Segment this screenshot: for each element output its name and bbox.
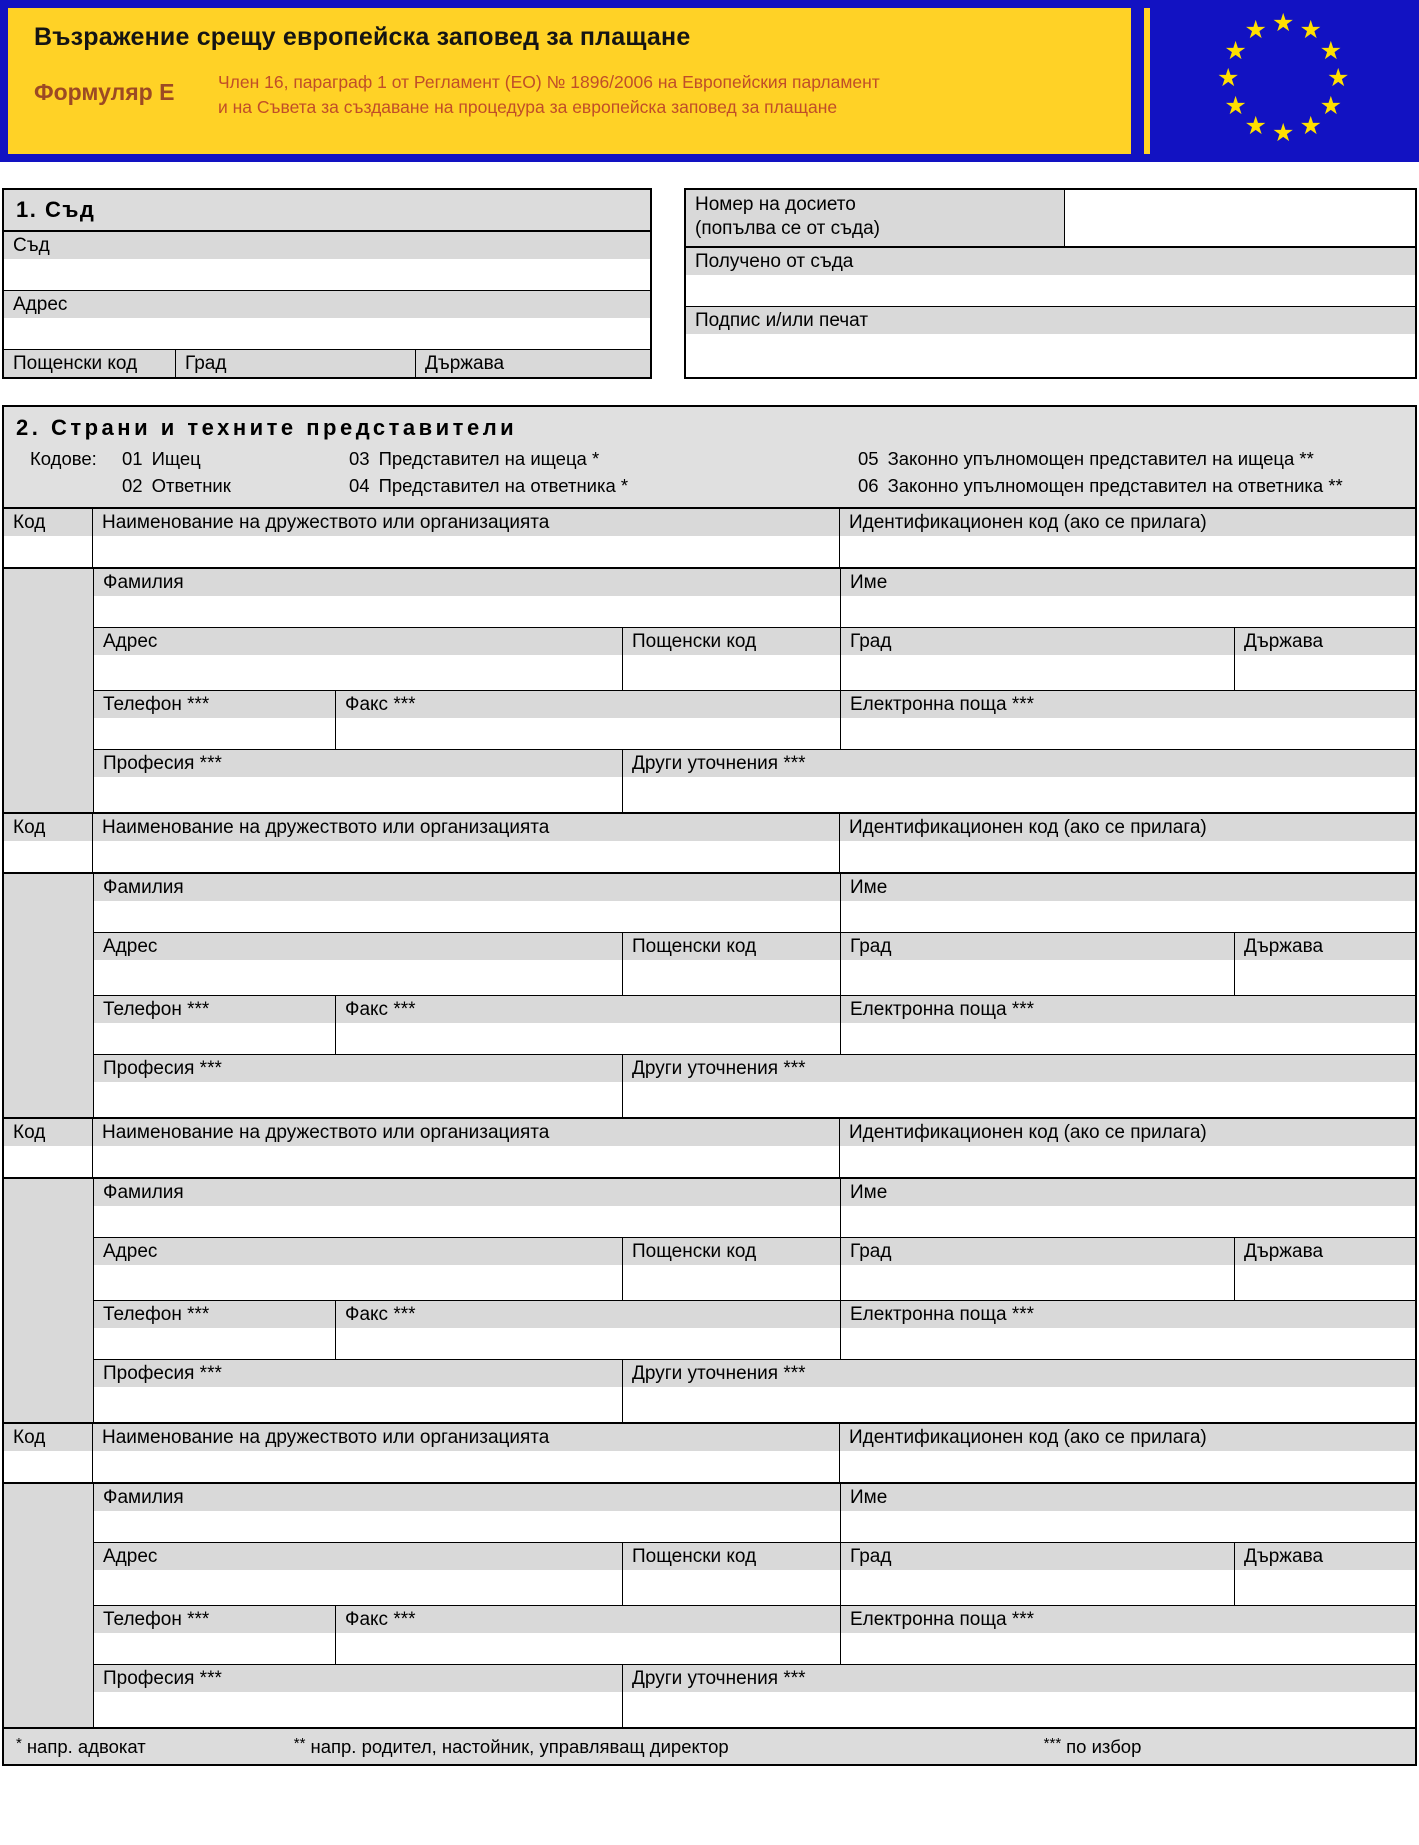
party-city-field[interactable]: [841, 960, 1234, 995]
party-profession-label: Професия ***: [94, 750, 622, 777]
code-06: 06 Законно упълномощен представител на ответника **: [858, 475, 1343, 496]
code-03: 03 Представител на ищеца *: [349, 448, 600, 469]
party-firstname-label: Име: [841, 569, 1415, 596]
party-email-field[interactable]: [841, 1328, 1415, 1359]
party-profession-field[interactable]: [94, 1387, 622, 1422]
eu-flag-star-icon: ★: [1217, 64, 1240, 92]
party-id-code-label: Идентификационен код (ако се прилага): [840, 814, 1415, 841]
party-fax-field[interactable]: [336, 1633, 840, 1664]
party-code-spacer: [4, 1484, 94, 1727]
party-profession-field[interactable]: [94, 777, 622, 812]
footnote-2: ** напр. родител, настойник, управляващ директор: [293, 1735, 729, 1757]
party-email-label: Електронна поща ***: [841, 1606, 1415, 1633]
party-address-label: Адрес: [94, 1238, 622, 1265]
court-box: [2, 188, 652, 379]
footnote-3: *** по избор: [1043, 1735, 1142, 1757]
party-profession-field[interactable]: [94, 1082, 622, 1117]
party-profession-field[interactable]: [94, 1692, 622, 1727]
party-surname-field[interactable]: [94, 596, 840, 627]
party-other-details-field[interactable]: [623, 1692, 1415, 1727]
form-title: Възражение срещу европейска заповед за плащане: [34, 23, 691, 51]
signature-stamp-field[interactable]: [686, 334, 1415, 377]
party-company-field[interactable]: [93, 536, 839, 567]
party-profession-label: Професия ***: [94, 1665, 622, 1692]
party-block: [4, 814, 1415, 1119]
party-other-details-label: Други уточнения ***: [623, 1055, 1415, 1082]
party-profession-label: Професия ***: [94, 1055, 622, 1082]
party-other-details-field[interactable]: [623, 1082, 1415, 1117]
party-address-field[interactable]: [94, 655, 622, 690]
code-04: 04 Представител на ответника *: [349, 475, 629, 496]
party-block: [4, 509, 1415, 814]
party-fax-label: Факс ***: [336, 1301, 840, 1328]
party-code-spacer: [4, 874, 94, 1117]
party-block: [4, 1424, 1415, 1729]
party-other-details-label: Други уточнения ***: [623, 1665, 1415, 1692]
party-company-field[interactable]: [93, 1146, 839, 1177]
party-code-spacer: [4, 1179, 94, 1422]
party-address-label: Адрес: [94, 933, 622, 960]
party-surname-label: Фамилия: [94, 569, 840, 596]
party-id-code-field[interactable]: [840, 536, 1415, 567]
party-postal-code-label: Пощенски код: [623, 1543, 840, 1570]
party-email-label: Електронна поща ***: [841, 1301, 1415, 1328]
party-other-details-field[interactable]: [623, 777, 1415, 812]
party-company-field[interactable]: [93, 841, 839, 872]
party-email-field[interactable]: [841, 1023, 1415, 1054]
party-email-field[interactable]: [841, 1633, 1415, 1664]
codes-label: Кодове:: [30, 448, 97, 469]
party-surname-field[interactable]: [94, 901, 840, 932]
party-id-code-field[interactable]: [840, 1451, 1415, 1482]
eu-flag-star-icon: ★: [1224, 91, 1247, 120]
party-city-label: Град: [841, 628, 1234, 655]
party-email-label: Електронна поща ***: [841, 691, 1415, 718]
party-address-field[interactable]: [94, 1570, 622, 1605]
party-company-label: Наименование на дружеството или организацията: [93, 1424, 839, 1451]
party-phone-label: Телефон ***: [94, 996, 335, 1023]
party-city-field[interactable]: [841, 1570, 1234, 1605]
party-surname-field[interactable]: [94, 1511, 840, 1542]
party-phone-label: Телефон ***: [94, 1606, 335, 1633]
party-firstname-field[interactable]: [841, 1511, 1415, 1542]
party-fax-label: Факс ***: [336, 691, 840, 718]
party-country-label: Държава: [1235, 628, 1415, 655]
party-fax-field[interactable]: [336, 718, 840, 749]
section2-title: 2. Страни и техните представители: [4, 407, 1415, 443]
party-postal-code-field[interactable]: [623, 960, 840, 995]
party-address-label: Адрес: [94, 1543, 622, 1570]
party-company-label: Наименование на дружеството или организацията: [93, 1119, 839, 1146]
received-by-court-field[interactable]: [686, 275, 1415, 306]
party-surname-label: Фамилия: [94, 874, 840, 901]
party-other-details-field[interactable]: [623, 1387, 1415, 1422]
eu-flag-star-icon: ★: [1319, 36, 1343, 65]
case-number-label-line2: (попълва се от съда): [695, 218, 880, 239]
party-firstname-label: Име: [841, 1179, 1415, 1206]
party-company-label: Наименование на дружеството или организацията: [93, 814, 839, 841]
section-parties: [2, 405, 1417, 1766]
party-block: [4, 1119, 1415, 1424]
party-surname-label: Фамилия: [94, 1179, 840, 1206]
party-code-label: Код: [4, 814, 92, 841]
eu-flag-star-icon: ★: [1299, 16, 1322, 45]
party-city-label: Град: [841, 1543, 1234, 1570]
party-id-code-label: Идентификационен код (ако се прилага): [840, 1424, 1415, 1451]
code-05: 05 Законно упълномощен представител на ищеца **: [858, 448, 1314, 469]
regulation-line-1: Член 16, параграф 1 от Регламент (ЕО) № 1896/2006 на Европейския парламент: [218, 72, 880, 92]
party-country-field[interactable]: [1235, 1570, 1415, 1605]
party-surname-label: Фамилия: [94, 1484, 840, 1511]
party-fax-label: Факс ***: [336, 996, 840, 1023]
eu-flag-star-icon: ★: [1327, 64, 1350, 92]
party-country-label: Държава: [1235, 933, 1415, 960]
court-field[interactable]: [4, 259, 650, 290]
party-company-label: Наименование на дружеството или организацията: [93, 509, 839, 536]
party-code-field[interactable]: [4, 1146, 92, 1177]
party-company-field[interactable]: [93, 1451, 839, 1482]
party-address-field[interactable]: [94, 1265, 622, 1300]
court-label: Съд: [4, 232, 650, 259]
case-number-field[interactable]: [1065, 190, 1415, 246]
party-country-label: Държава: [1235, 1238, 1415, 1265]
regulation-text: [218, 68, 880, 119]
party-city-field[interactable]: [841, 1265, 1234, 1300]
party-code-spacer: [4, 569, 94, 812]
eu-flag-star-icon: ★: [1244, 111, 1267, 140]
party-fax-label: Факс ***: [336, 1606, 840, 1633]
party-address-label: Адрес: [94, 628, 622, 655]
received-by-court-label: Получено от съда: [686, 248, 1415, 275]
party-email-label: Електронна поща ***: [841, 996, 1415, 1023]
party-code-label: Код: [4, 509, 92, 536]
party-city-field[interactable]: [841, 655, 1234, 690]
party-city-label: Град: [841, 933, 1234, 960]
section-court: [2, 188, 1417, 379]
case-number-label: [686, 190, 1065, 246]
section1-title: 1. Съд: [4, 190, 650, 232]
party-postal-code-field[interactable]: [623, 655, 840, 690]
party-fax-field[interactable]: [336, 1023, 840, 1054]
court-city-label: Град: [176, 350, 415, 377]
party-phone-field[interactable]: [94, 1328, 335, 1359]
party-fax-field[interactable]: [336, 1328, 840, 1359]
code-02: 02 Ответник: [122, 475, 231, 496]
party-surname-field[interactable]: [94, 1206, 840, 1237]
party-id-code-field[interactable]: [840, 1146, 1415, 1177]
eu-flag: [1159, 8, 1411, 154]
party-code-field[interactable]: [4, 841, 92, 872]
case-number-label-line1: Номер на досието: [695, 194, 856, 215]
party-postal-code-field[interactable]: [623, 1265, 840, 1300]
eu-flag-star-icon: ★: [1244, 16, 1267, 45]
party-country-field[interactable]: [1235, 960, 1415, 995]
court-address-label: Адрес: [4, 291, 650, 318]
court-address-field[interactable]: [4, 318, 650, 349]
party-phone-label: Телефон ***: [94, 1301, 335, 1328]
party-code-field[interactable]: [4, 536, 92, 567]
party-firstname-label: Име: [841, 874, 1415, 901]
party-other-details-label: Други уточнения ***: [623, 750, 1415, 777]
eu-flag-star-icon: ★: [1272, 9, 1295, 37]
party-address-field[interactable]: [94, 960, 622, 995]
party-city-label: Град: [841, 1238, 1234, 1265]
party-code-label: Код: [4, 1119, 92, 1146]
party-profession-label: Професия ***: [94, 1360, 622, 1387]
regulation-line-2: и на Съвета за създаване на процедура за европейска заповед за плащане: [218, 96, 838, 117]
party-postal-code-label: Пощенски код: [623, 1238, 840, 1265]
party-phone-field[interactable]: [94, 718, 335, 749]
party-country-field[interactable]: [1235, 655, 1415, 690]
eu-flag-star-icon: ★: [1299, 111, 1322, 140]
party-id-code-label: Идентификационен код (ако се прилага): [840, 1119, 1415, 1146]
party-firstname-field[interactable]: [841, 901, 1415, 932]
party-postal-code-label: Пощенски код: [623, 933, 840, 960]
form-code-label: Формуляр Е: [34, 79, 175, 105]
party-firstname-label: Име: [841, 1484, 1415, 1511]
eu-flag-star-icon: ★: [1319, 91, 1343, 120]
party-code-field[interactable]: [4, 1451, 92, 1482]
code-01: 01 Ищец: [122, 448, 201, 469]
party-firstname-field[interactable]: [841, 1206, 1415, 1237]
party-postal-code-field[interactable]: [623, 1570, 840, 1605]
footnote-1: * напр. адвокат: [16, 1735, 146, 1757]
court-office-box: [684, 188, 1417, 379]
court-country-label: Държава: [416, 350, 650, 377]
party-email-field[interactable]: [841, 718, 1415, 749]
party-code-label: Код: [4, 1424, 92, 1451]
party-firstname-field[interactable]: [841, 596, 1415, 627]
party-id-code-field[interactable]: [840, 841, 1415, 872]
party-phone-field[interactable]: [94, 1023, 335, 1054]
footnotes-bar: [4, 1729, 1415, 1764]
party-codes-legend: [4, 443, 1415, 509]
eu-flag-star-icon: ★: [1272, 119, 1295, 147]
signature-stamp-label: Подпис и/или печат: [686, 307, 1415, 334]
party-phone-label: Телефон ***: [94, 691, 335, 718]
header-banner: [0, 0, 1419, 162]
party-other-details-label: Други уточнения ***: [623, 1360, 1415, 1387]
court-postal-code-label: Пощенски код: [4, 350, 175, 377]
party-id-code-label: Идентификационен код (ако се прилага): [840, 509, 1415, 536]
header-divider-stripe: [1144, 8, 1150, 154]
party-phone-field[interactable]: [94, 1633, 335, 1664]
party-country-label: Държава: [1235, 1543, 1415, 1570]
party-postal-code-label: Пощенски код: [623, 628, 840, 655]
party-country-field[interactable]: [1235, 1265, 1415, 1300]
header-yellow-box: [8, 8, 1131, 154]
eu-flag-star-icon: ★: [1224, 36, 1247, 65]
